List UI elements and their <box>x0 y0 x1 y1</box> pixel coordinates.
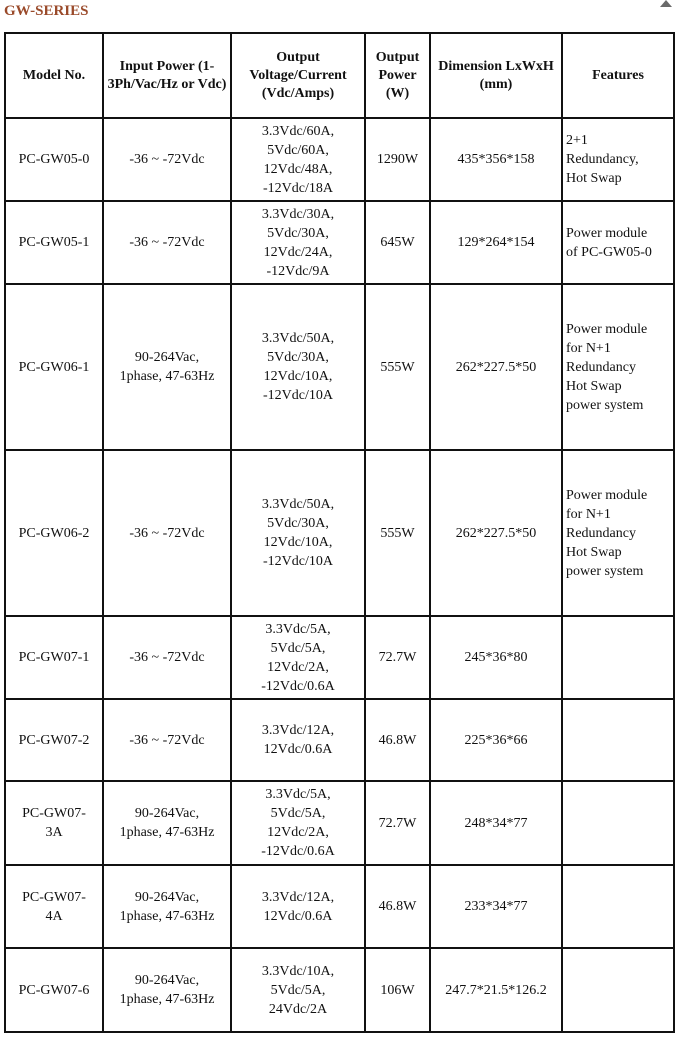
features-cell <box>562 865 674 948</box>
output-voltage-cell-line: 3.3Vdc/60A, <box>261 123 335 139</box>
dimension-cell: 245*36*80 <box>430 616 562 699</box>
output-voltage-cell-line: 12Vdc/10A, <box>263 535 333 550</box>
model-no-cell-line: PC-GW07- <box>22 806 86 821</box>
output-voltage-cell-line: 5Vdc/5A, <box>270 640 326 656</box>
model-no-cell <box>5 781 103 865</box>
features-cell-line: Hot Swap <box>566 378 622 394</box>
dimension-cell: 225*36*66 <box>430 699 562 781</box>
output-voltage-cell-line: 5Vdc/30A, <box>267 516 329 531</box>
input-power-cell <box>103 865 231 948</box>
output-voltage-cell-line: 5Vdc/60A, <box>267 142 329 158</box>
features-cell <box>562 201 674 284</box>
output-voltage-cell <box>231 118 365 201</box>
input-power-cell-line: 90-264Vac, <box>134 973 200 988</box>
features-cell-line: Power module <box>566 487 648 503</box>
table-row <box>5 699 674 781</box>
output-voltage-cell <box>231 616 365 699</box>
features-cell <box>562 948 674 1032</box>
features-cell-line: 2+1 <box>566 133 588 148</box>
features-cell-line: of PC-GW05-0 <box>566 244 652 260</box>
model-no-cell: PC-GW05-1 <box>5 201 103 284</box>
input-power-cell-line: 1phase, 47-63Hz <box>119 992 215 1007</box>
features-cell-line: Redundancy, <box>566 152 639 167</box>
output-power-cell: 46.8W <box>365 865 430 948</box>
table-row <box>5 781 674 865</box>
output-voltage-cell-line: 12Vdc/0.6A <box>263 742 333 757</box>
table-row <box>5 284 674 450</box>
output-voltage-cell-line: 12Vdc/2A, <box>267 659 329 675</box>
output-power-cell: 106W <box>365 948 430 1032</box>
input-power-cell-line: 90-264Vac, <box>134 350 200 365</box>
output-voltage-cell-line: 5Vdc/30A, <box>267 225 329 241</box>
output-voltage-cell-line: -12Vdc/9A <box>266 263 330 279</box>
output-power-cell: 555W <box>365 284 430 450</box>
input-power-cell-line: 1phase, 47-63Hz <box>119 825 215 840</box>
dimension-cell: 129*264*154 <box>430 201 562 284</box>
output-voltage-cell-line: 5Vdc/30A, <box>267 350 329 365</box>
features-cell-line: Hot Swap <box>566 544 622 560</box>
table-body <box>5 118 674 1032</box>
output-voltage-cell-line: 24Vdc/2A <box>268 1001 328 1017</box>
output-voltage-cell-line: 3.3Vdc/12A, <box>261 889 335 905</box>
output-power-cell: 555W <box>365 450 430 616</box>
features-cell-line: for N+1 <box>566 340 611 356</box>
model-no-cell: PC-GW07-2 <box>5 699 103 781</box>
output-voltage-cell-line: 3.3Vdc/10A, <box>261 963 335 979</box>
output-voltage-cell-line: -12Vdc/0.6A <box>261 844 335 859</box>
dimension-cell: 262*227.5*50 <box>430 450 562 616</box>
output-voltage-cell-line: 3.3Vdc/50A, <box>261 331 335 346</box>
output-voltage-cell <box>231 865 365 948</box>
output-power-cell: 72.7W <box>365 781 430 865</box>
table-row <box>5 118 674 201</box>
input-power-cell-line: 90-264Vac, <box>134 806 200 821</box>
input-power-cell <box>103 699 231 781</box>
input-power-cell-line: -36 ~ -72Vdc <box>129 152 205 167</box>
input-power-cell <box>103 201 231 284</box>
output-voltage-cell-line: 5Vdc/5A, <box>270 806 326 821</box>
features-cell <box>562 699 674 781</box>
output-voltage-cell-line: -12Vdc/10A <box>263 554 333 569</box>
dimension-cell: 247.7*21.5*126.2 <box>430 948 562 1032</box>
input-power-cell-line: -36 ~ -72Vdc <box>129 650 205 665</box>
output-power-cell: 1290W <box>365 118 430 201</box>
output-voltage-cell-line: 3.3Vdc/30A, <box>261 206 335 222</box>
header-output-power: Output Power (W) <box>365 33 430 118</box>
input-power-cell <box>103 284 231 450</box>
output-voltage-cell-line: 12Vdc/10A, <box>263 369 333 384</box>
output-power-cell: 72.7W <box>365 616 430 699</box>
output-voltage-cell-line: 12Vdc/2A, <box>267 825 329 840</box>
input-power-cell-line: 1phase, 47-63Hz <box>119 908 215 924</box>
features-cell <box>562 118 674 201</box>
table-row <box>5 450 674 616</box>
output-voltage-cell <box>231 201 365 284</box>
output-power-cell: 46.8W <box>365 699 430 781</box>
input-power-cell-line: 90-264Vac, <box>134 889 200 905</box>
input-power-cell <box>103 450 231 616</box>
dimension-cell: 233*34*77 <box>430 865 562 948</box>
output-voltage-cell-line: 12Vdc/0.6A <box>263 908 333 924</box>
header-features: Features <box>562 33 674 118</box>
output-voltage-cell <box>231 699 365 781</box>
output-voltage-cell-line: 12Vdc/48A, <box>263 161 333 177</box>
dimension-cell: 435*356*158 <box>430 118 562 201</box>
features-cell-line: Hot Swap <box>566 171 622 186</box>
output-voltage-cell-line: 3.3Vdc/12A, <box>261 723 335 738</box>
features-cell-line: for N+1 <box>566 506 611 522</box>
model-no-cell-line: 3A <box>45 825 63 840</box>
table-row <box>5 865 674 948</box>
input-power-cell-line: 1phase, 47-63Hz <box>119 369 215 384</box>
input-power-cell-line: -36 ~ -72Vdc <box>129 525 205 541</box>
input-power-cell-line: -36 ~ -72Vdc <box>129 235 205 250</box>
input-power-cell-line: -36 ~ -72Vdc <box>129 732 205 748</box>
features-cell <box>562 450 674 616</box>
features-cell-line: power system <box>566 397 644 413</box>
output-voltage-cell <box>231 948 365 1032</box>
table-row <box>5 948 674 1032</box>
output-power-cell: 645W <box>365 201 430 284</box>
input-power-cell <box>103 118 231 201</box>
features-cell <box>562 781 674 865</box>
model-no-cell: PC-GW06-1 <box>5 284 103 450</box>
output-voltage-cell <box>231 781 365 865</box>
output-voltage-cell <box>231 450 365 616</box>
model-no-cell: PC-GW07-1 <box>5 616 103 699</box>
model-no-cell <box>5 865 103 948</box>
output-voltage-cell-line: 3.3Vdc/5A, <box>265 787 331 802</box>
features-cell <box>562 284 674 450</box>
features-cell-line: Power module <box>566 321 648 337</box>
features-cell-line: Redundancy <box>566 525 636 541</box>
output-voltage-cell-line: -12Vdc/10A <box>263 388 333 403</box>
model-no-cell-line: PC-GW07- <box>22 889 86 905</box>
features-cell-line: power system <box>566 563 644 579</box>
model-no-cell: PC-GW05-0 <box>5 118 103 201</box>
output-voltage-cell-line: 12Vdc/24A, <box>263 244 333 260</box>
header-model-no: Model No. <box>5 33 103 118</box>
table-row <box>5 201 674 284</box>
output-voltage-cell-line: 5Vdc/5A, <box>270 982 326 998</box>
header-input-power: Input Power (1-3Ph/Vac/Hz or Vdc) <box>103 33 231 118</box>
input-power-cell <box>103 616 231 699</box>
model-no-cell-line: 4A <box>45 908 63 924</box>
input-power-cell <box>103 781 231 865</box>
gw-series-table <box>4 32 675 1033</box>
dimension-cell: 262*227.5*50 <box>430 284 562 450</box>
features-cell-line: Power module <box>566 225 648 241</box>
page-title: GW-SERIES <box>4 3 89 19</box>
header-output-voltage-current: Output Voltage/Current (Vdc/Amps) <box>231 33 365 118</box>
features-cell <box>562 616 674 699</box>
output-voltage-cell-line: 3.3Vdc/5A, <box>265 621 331 637</box>
input-power-cell <box>103 948 231 1032</box>
output-voltage-cell-line: -12Vdc/0.6A <box>261 678 335 694</box>
output-voltage-cell-line: -12Vdc/18A <box>263 180 333 196</box>
model-no-cell: PC-GW07-6 <box>5 948 103 1032</box>
table-row <box>5 616 674 699</box>
model-no-cell: PC-GW06-2 <box>5 450 103 616</box>
dimension-cell: 248*34*77 <box>430 781 562 865</box>
scroll-up-arrow-icon[interactable] <box>660 0 672 7</box>
output-voltage-cell-line: 3.3Vdc/50A, <box>261 497 335 512</box>
header-dimension: Dimension LxWxH (mm) <box>430 33 562 118</box>
output-voltage-cell <box>231 284 365 450</box>
features-cell-line: Redundancy <box>566 359 636 375</box>
table-header-row <box>5 33 674 118</box>
